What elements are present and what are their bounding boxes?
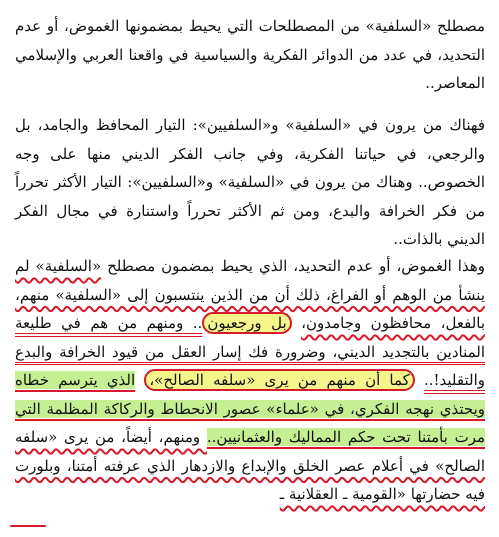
margin-underline-mark [10, 525, 46, 527]
highlighted-quote-segment: كما أن منهم من يرى «سلفه الصالح»، [144, 369, 414, 391]
text-segment [415, 371, 424, 389]
paragraph-two-views: فهناك من يرون في «السلفية» و«السلفيين»: التيار المحافظ والجامد، بل والرجعي، في حياتنا الفكرية، وفي جانب الفكر الديني منها على وجه الخصوص.. وهناك من يرون في «السلفية» و«السلفيين»: التيار الأكثر تحرراً من فكر الخرافة والبدع، ومن ثم الأكثر تحرراً واستنارة في مجال الفكر الديني بالذات.. [15, 116, 485, 248]
paragraph-salafism-definition: مصطلح «السلفية» من المصطلحات التي يحيط بمضمونها الغموض، أو عدم التحديد، في عدد من الدوائر الفكرية والسياسية في واقعنا العربي والإسلامي المعاصر.. [15, 17, 485, 92]
paragraph-ambiguity-origin [15, 252, 485, 509]
text-segment [292, 314, 301, 332]
text-segment [135, 371, 144, 389]
underlined-segment: «السلفية» لم ينشأ من الوهم أو الفراغ، ذلك أن من الذين ينتسبون إلى «السلفية» منهم، بالفعل، محافظون وجامدون، [15, 257, 486, 332]
double-underlined-segment: .. ومنهم من هم في طليعة المنادين بالتجديد الديني، وضرورة فك إسار العقل من قيود الخرافة والبدع والتقليد!.. [15, 314, 485, 389]
text-segment: وهذا الغموض، أو عدم التحديد، الذي يحيط بمضمون مصطلح [101, 257, 485, 275]
green-highlight-segment: الذي يترسم خطاه ويحتذي نهجه الفكري، في «علماء» عصور الانحطاط والركاكة المظلمة التي مرت بأمتنا تحت حكم المماليك والعثمانيين.. [15, 371, 485, 446]
boxed-highlight-segment: بل ورجعيون [202, 312, 291, 334]
underlined-segment: ومنهم، أيضاً، من يرى «سلفه الصالح» في أعلام عصر الخلق والإبداع والازدهار الذي عرفته أمتنا، وبلورت فيه حضارتها «القومية ـ العقلانية ـ [15, 428, 485, 503]
